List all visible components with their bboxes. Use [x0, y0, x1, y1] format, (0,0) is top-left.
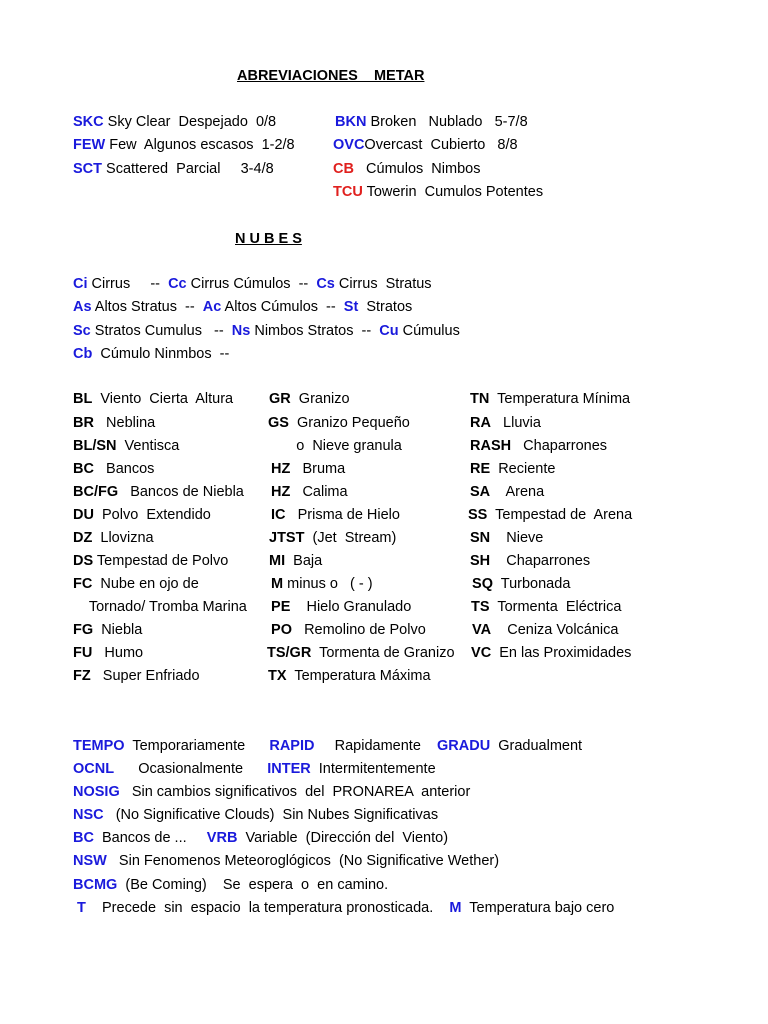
wx-desc: Tormenta de Granizo: [311, 645, 455, 661]
wx-code: BC/FG: [73, 484, 119, 500]
wx-desc: Tempestad de Polvo: [93, 553, 229, 569]
code-sct: SCT: [73, 161, 102, 177]
wx-row: [73, 390, 233, 408]
wx-code: GS: [268, 415, 289, 431]
wx-desc: Nube en ojo de: [92, 576, 199, 592]
wx-desc: En las Proximidades: [491, 645, 632, 661]
wx-desc: Neblina: [93, 415, 156, 431]
wx-code: IC: [267, 507, 286, 523]
wx-desc: Bruma: [290, 461, 346, 477]
wx-desc: minus o ( - ): [283, 576, 373, 592]
trend-row-3: [73, 783, 470, 801]
code-ci: Ci: [73, 276, 88, 292]
wx-desc: Polvo Extendido: [93, 507, 211, 523]
code-gradu: GRADU: [437, 738, 491, 754]
wx-desc: Super Enfriado: [90, 668, 200, 684]
wx-row: [267, 460, 345, 478]
wx-row: [267, 483, 348, 501]
wx-desc: Prisma de Hielo: [285, 507, 400, 523]
wx-row: [470, 529, 543, 547]
wx-code: RASH: [470, 438, 512, 454]
desc-cb: Cúmulos Nimbos: [353, 161, 481, 177]
code-ac: Ac: [202, 299, 222, 315]
clouds-title: N U B E S: [235, 231, 302, 247]
trend-row-6: [73, 852, 499, 870]
desc-inter: Intermitentemente: [310, 761, 436, 777]
wx-desc: Lluvia: [490, 415, 541, 431]
desc-rapid: Rapidamente: [314, 738, 437, 754]
wx-desc: Llovizna: [92, 530, 154, 546]
wx-desc: Baja: [285, 553, 323, 569]
desc-bcmg: (Be Coming) Se espera o en camino.: [117, 877, 389, 893]
code-skc: SKC: [73, 114, 104, 130]
cloud-row-4: [73, 345, 229, 363]
wx-code: FU: [73, 645, 93, 661]
wx-code: RA: [470, 415, 491, 431]
wx-desc: Nieve: [490, 530, 544, 546]
trend-row-2: [73, 760, 436, 778]
desc-cs: Cirrus Stratus: [334, 276, 432, 292]
desc-bc-trend: Bancos de ...: [93, 830, 207, 846]
cloud-row-3: [73, 322, 460, 340]
code-nosig: NOSIG: [73, 784, 120, 800]
code-tempo: TEMPO: [73, 738, 125, 754]
desc-cu: Cúmulus: [398, 323, 460, 339]
wx-code: GR: [269, 391, 291, 407]
wx-row: [269, 552, 322, 570]
desc-vrb: Variable (Dirección del Viento): [237, 830, 449, 846]
wx-code: VA: [468, 622, 492, 638]
desc-bkn: Broken Nublado 5-7/8: [366, 114, 528, 130]
wx-code: DS: [73, 553, 94, 569]
wx-row: [268, 667, 431, 685]
code-ocnl: OCNL: [73, 761, 115, 777]
wx-desc: Niebla: [93, 622, 143, 638]
code-nsw: NSW: [73, 853, 107, 869]
wx-code: JTST: [269, 530, 305, 546]
code-tcu: TCU: [333, 184, 363, 200]
code-cb: CB: [333, 161, 354, 177]
wx-desc: Bancos: [93, 461, 155, 477]
desc-as: Altos Stratus --: [91, 299, 203, 315]
code-cc: Cc: [168, 276, 187, 292]
wx-desc: Tempestad de Arena: [487, 507, 633, 523]
wx-row: [267, 575, 373, 593]
code-cu: Cu: [379, 323, 399, 339]
desc-ns: Nimbos Stratos --: [250, 323, 380, 339]
wx-code: TN: [470, 391, 490, 407]
wx-code: TS: [471, 599, 490, 615]
wx-desc: Chaparrones: [511, 438, 608, 454]
wx-desc: Remolino de Polvo: [291, 622, 426, 638]
wx-row: [470, 414, 541, 432]
sky-row-cb: [333, 160, 480, 178]
wx-desc: Hielo Granulado: [290, 599, 412, 615]
page-title: ABREVIACIONES METAR: [237, 68, 425, 84]
wx-desc: Granizo Pequeño: [288, 415, 410, 431]
wx-desc: Humo: [92, 645, 144, 661]
desc-st: Stratos: [358, 299, 413, 315]
code-cs: Cs: [316, 276, 335, 292]
wx-desc: o Nieve granula: [268, 438, 402, 454]
desc-ac: Altos Cúmulos --: [221, 299, 344, 315]
code-inter: INTER: [267, 761, 311, 777]
desc-sc: Stratos Cumulus --: [90, 323, 232, 339]
wx-desc: (Jet Stream): [304, 530, 397, 546]
wx-row: [73, 575, 199, 593]
wx-row: [470, 483, 544, 501]
wx-row: [267, 644, 455, 662]
wx-row: [470, 437, 607, 455]
code-ns: Ns: [231, 323, 251, 339]
wx-code: TX: [268, 668, 287, 684]
desc-ocnl: Ocasionalmente: [114, 761, 268, 777]
wx-desc: Temperatura Máxima: [286, 668, 431, 684]
desc-few: Few Algunos escasos 1-2/8: [105, 137, 295, 153]
wx-row: [267, 506, 400, 524]
wx-code: MI: [269, 553, 286, 569]
desc-tempo: Temporariamente: [124, 738, 270, 754]
wx-row: [269, 529, 396, 547]
wx-code: HZ: [267, 484, 291, 500]
code-few: FEW: [73, 137, 106, 153]
code-rapid: RAPID: [269, 738, 315, 754]
cloud-row-2: [73, 298, 412, 316]
wx-desc: Tormenta Eléctrica: [489, 599, 622, 615]
sky-row-sct: [73, 160, 274, 178]
wx-code: HZ: [267, 461, 291, 477]
wx-row: [268, 437, 402, 455]
wx-code: M: [267, 576, 284, 592]
code-bc-trend: BC: [73, 830, 94, 846]
wx-code: TS/GR: [267, 645, 312, 661]
wx-row: [73, 460, 154, 478]
wx-desc: Ceniza Volcánica: [491, 622, 619, 638]
wx-desc: Calima: [290, 484, 348, 500]
desc-ovc: Overcast Cubierto 8/8: [364, 137, 518, 153]
wx-code: SA: [470, 484, 491, 500]
code-st: St: [343, 299, 359, 315]
wx-row: [471, 598, 621, 616]
wx-code: DZ: [73, 530, 93, 546]
code-ovc: OVC: [333, 137, 365, 153]
desc-nosig: Sin cambios significativos del PRONAREA anterior: [119, 784, 471, 800]
wx-desc: Tornado/ Tromba Marina: [73, 599, 247, 615]
wx-row: [73, 483, 244, 501]
wx-desc: Ventisca: [116, 438, 180, 454]
wx-row: [267, 598, 411, 616]
wx-row: [267, 621, 426, 639]
wx-desc: Turbonada: [492, 576, 571, 592]
desc-m: Temperatura bajo cero: [461, 900, 615, 916]
wx-code: VC: [467, 645, 492, 661]
desc-cc: Cirrus Cúmulos --: [186, 276, 317, 292]
wx-code: SH: [470, 553, 491, 569]
wx-row: [467, 644, 631, 662]
desc-t: Precede sin espacio la temperatura pronosticada.: [85, 900, 450, 916]
wx-desc: Reciente: [490, 461, 556, 477]
wx-row: [73, 598, 247, 616]
wx-desc: Granizo: [290, 391, 350, 407]
wx-row: [73, 552, 228, 570]
code-vrb: VRB: [206, 830, 238, 846]
code-nsc: NSC: [73, 807, 104, 823]
wx-row: [73, 414, 155, 432]
code-t: T: [73, 900, 86, 916]
wx-code: BL: [73, 391, 93, 407]
wx-code: SQ: [468, 576, 493, 592]
desc-skc: Sky Clear Despejado 0/8: [103, 114, 277, 130]
desc-gradu: Gradualment: [490, 738, 583, 754]
sky-row-tcu: [333, 183, 543, 201]
wx-code: DU: [73, 507, 94, 523]
wx-row: [73, 667, 200, 685]
wx-row: [468, 575, 570, 593]
cloud-row-1: [73, 275, 432, 293]
wx-row: [269, 390, 350, 408]
desc-cb-cloud: Cúmulo Ninmbos --: [92, 346, 230, 362]
code-cb-cloud: Cb: [73, 346, 93, 362]
wx-code: FG: [73, 622, 94, 638]
trend-row-5: [73, 829, 448, 847]
wx-row: [470, 552, 590, 570]
wx-desc: Arena: [490, 484, 545, 500]
trend-row-8: [73, 899, 614, 917]
desc-nsc: (No Significative Clouds) Sin Nubes Significativas: [103, 807, 439, 823]
code-as: As: [73, 299, 92, 315]
wx-desc: Temperatura Mínima: [489, 391, 631, 407]
wx-code: PE: [267, 599, 291, 615]
sky-row-bkn: [335, 113, 528, 131]
trend-row-1: [73, 737, 582, 755]
wx-code: RE: [470, 461, 491, 477]
wx-code: BR: [73, 415, 94, 431]
wx-desc: Bancos de Niebla: [118, 484, 244, 500]
wx-code: SN: [470, 530, 491, 546]
wx-row: [468, 621, 618, 639]
wx-code: FZ: [73, 668, 91, 684]
wx-code: BL/SN: [73, 438, 117, 454]
desc-tcu: Towerin Cumulos Potentes: [362, 184, 544, 200]
desc-nsw: Sin Fenomenos Meteoroglógicos (No Significative Wether): [106, 853, 500, 869]
wx-code: SS: [468, 507, 488, 523]
wx-code: PO: [267, 622, 292, 638]
wx-code: BC: [73, 461, 94, 477]
wx-desc: Chaparrones: [490, 553, 591, 569]
code-sc: Sc: [73, 323, 91, 339]
wx-row: [73, 506, 211, 524]
trend-row-4: [73, 806, 438, 824]
desc-ci: Cirrus --: [87, 276, 169, 292]
wx-code: FC: [73, 576, 93, 592]
wx-row: [470, 390, 630, 408]
trend-row-7: [73, 876, 388, 894]
wx-row: [73, 529, 154, 547]
sky-row-ovc: [333, 136, 518, 154]
wx-row: [73, 437, 179, 455]
wx-row: [268, 414, 410, 432]
wx-row: [73, 621, 142, 639]
wx-row: [73, 644, 143, 662]
code-bcmg: BCMG: [73, 877, 118, 893]
sky-row-skc: [73, 113, 276, 131]
wx-row: [468, 506, 632, 524]
code-m: M: [449, 900, 462, 916]
wx-row: [470, 460, 555, 478]
sky-row-few: [73, 136, 295, 154]
desc-sct: Scattered Parcial 3-4/8: [102, 161, 274, 177]
code-bkn: BKN: [335, 114, 367, 130]
wx-desc: Viento Cierta Altura: [92, 391, 234, 407]
